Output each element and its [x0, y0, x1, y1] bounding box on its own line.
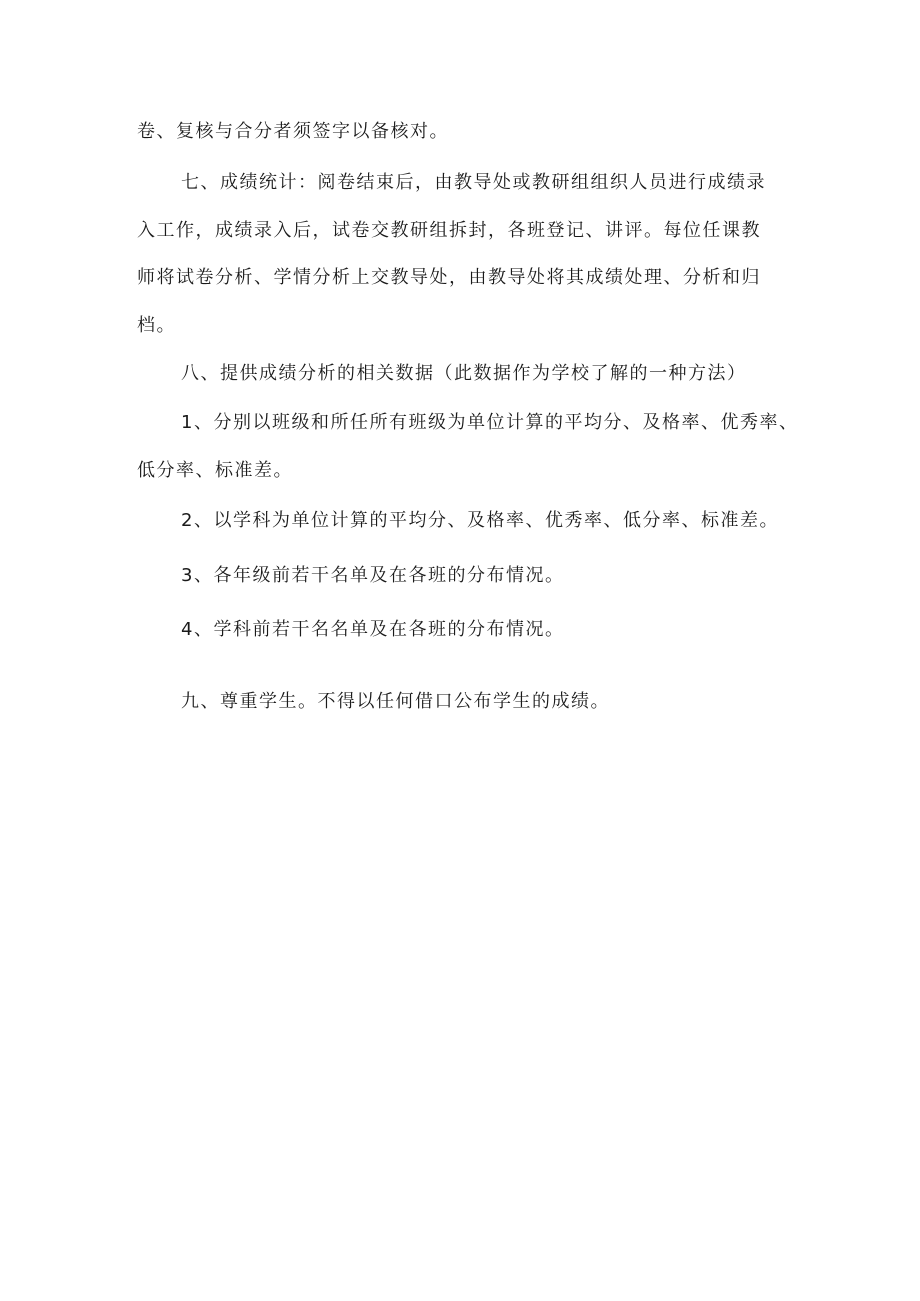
text-line-1: 卷、复核与合分者须签字以备核对。 — [137, 121, 449, 142]
text-line-9: 2、以学科为单位计算的平均分、及格率、优秀率、低分率、标准差。 — [181, 510, 779, 531]
text-line-8: 低分率、标准差。 — [137, 460, 293, 481]
text-line-11: 4、学科前若干名名单及在各班的分布情况。 — [181, 619, 565, 640]
text-line-4: 师将试卷分析、学情分析上交教导处，由教导处将其成绩处理、分析和归 — [137, 267, 761, 288]
text-line-5: 档。 — [137, 315, 176, 336]
text-line-10: 3、各年级前若干名单及在各班的分布情况。 — [181, 565, 565, 586]
text-line-6: 八、提供成绩分析的相关数据（此数据作为学校了解的一种方法） — [181, 363, 747, 384]
text-line-2: 七、成绩统计：阅卷结束后，由教导处或教研组组织人员进行成绩录 — [181, 172, 766, 193]
text-line-3: 入工作，成绩录入后，试卷交教研组拆封，各班登记、讲评。每位任课教 — [137, 220, 761, 241]
text-line-12: 九、尊重学生。不得以任何借口公布学生的成绩。 — [181, 691, 610, 712]
text-line-7: 1、分别以班级和所任所有班级为单位计算的平均分、及格率、优秀率、 — [181, 412, 799, 433]
